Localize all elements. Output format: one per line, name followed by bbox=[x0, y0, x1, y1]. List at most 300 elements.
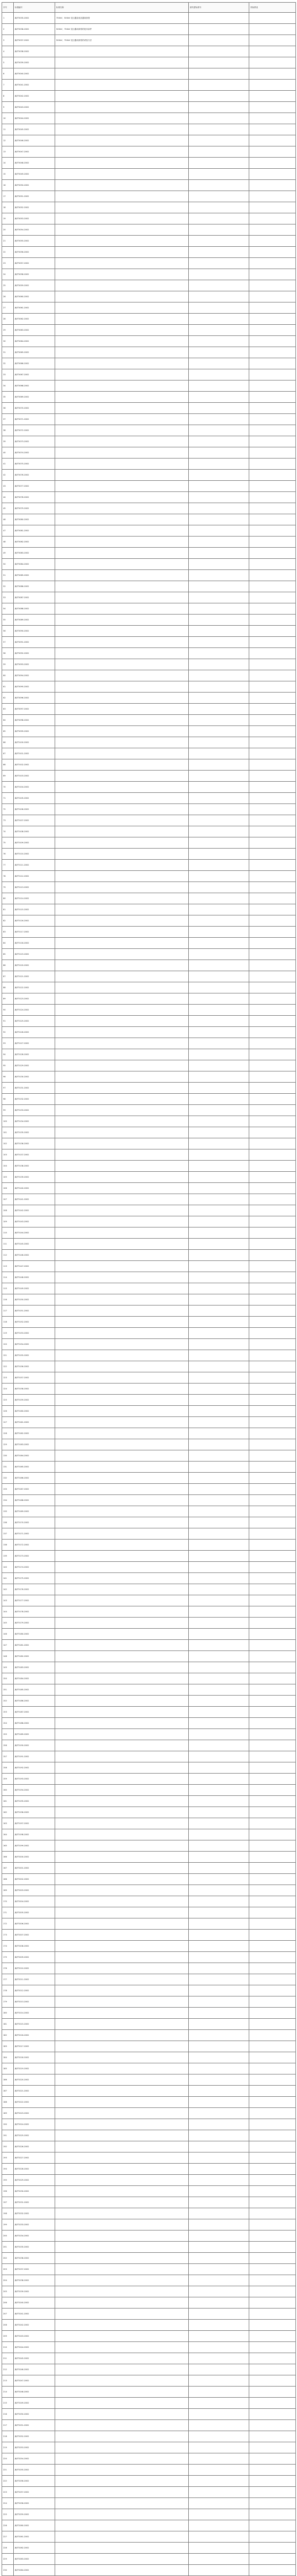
row-standard-name bbox=[55, 180, 189, 191]
row-adoption bbox=[249, 1005, 296, 1016]
row-standard-code: JB/T5256-2002 bbox=[14, 2476, 55, 2487]
table-row bbox=[2, 2509, 296, 2520]
table-row bbox=[2, 2086, 296, 2097]
row-replaced-standard bbox=[189, 1573, 249, 1584]
row-standard-name: 500kV、750kV 变压器用套管的试验方法 bbox=[55, 35, 189, 46]
table-row bbox=[2, 2153, 296, 2164]
table-row bbox=[2, 2063, 296, 2074]
row-adoption bbox=[249, 2119, 296, 2130]
row-replaced-standard bbox=[189, 1161, 249, 1172]
row-standard-code: JB/T5089-2002 bbox=[14, 615, 55, 626]
row-standard-code: JB/T5154-2002 bbox=[14, 1339, 55, 1350]
row-standard-name bbox=[55, 1038, 189, 1049]
row-standard-name bbox=[55, 849, 189, 860]
row-replaced-standard bbox=[189, 2309, 249, 2320]
row-replaced-standard bbox=[189, 849, 249, 860]
row-index: 164 bbox=[2, 1829, 14, 1840]
row-standard-code: JB/T5212-2002 bbox=[14, 1985, 55, 1996]
row-index: 79 bbox=[2, 882, 14, 893]
row-adoption bbox=[249, 960, 296, 971]
row-replaced-standard bbox=[189, 1785, 249, 1796]
row-adoption bbox=[249, 581, 296, 592]
row-replaced-standard bbox=[189, 1406, 249, 1417]
row-standard-name bbox=[55, 57, 189, 68]
row-standard-code: JB/T5187-2002 bbox=[14, 1707, 55, 1718]
row-adoption bbox=[249, 1740, 296, 1751]
row-standard-name bbox=[55, 893, 189, 904]
row-standard-code: JB/T5083-2002 bbox=[14, 548, 55, 559]
table-row bbox=[2, 670, 296, 681]
row-standard-name bbox=[55, 1974, 189, 1985]
row-adoption bbox=[249, 392, 296, 403]
row-index: 47 bbox=[2, 525, 14, 537]
row-adoption bbox=[249, 1138, 296, 1149]
table-row bbox=[2, 436, 296, 447]
row-standard-name bbox=[55, 1517, 189, 1528]
row-adoption bbox=[249, 1127, 296, 1138]
row-standard-code: JB/T5103-2002 bbox=[14, 771, 55, 782]
table-row bbox=[2, 191, 296, 202]
row-index: 166 bbox=[2, 1852, 14, 1863]
table-row bbox=[2, 514, 296, 525]
row-standard-code: JB/T5177-2002 bbox=[14, 1595, 55, 1606]
row-replaced-standard bbox=[189, 1640, 249, 1651]
row-adoption bbox=[249, 681, 296, 693]
row-standard-name bbox=[55, 648, 189, 659]
row-standard-code: JB/T5251-2002 bbox=[14, 2420, 55, 2431]
row-index: 76 bbox=[2, 849, 14, 860]
row-standard-name bbox=[55, 2331, 189, 2342]
row-replaced-standard bbox=[189, 1306, 249, 1317]
row-standard-code: JB/T5213-2002 bbox=[14, 1996, 55, 2008]
table-row bbox=[2, 748, 296, 759]
row-replaced-standard bbox=[189, 1774, 249, 1785]
row-index: 186 bbox=[2, 2074, 14, 2086]
row-index: 185 bbox=[2, 2063, 14, 2074]
row-adoption bbox=[249, 1974, 296, 1985]
row-index: 136 bbox=[2, 1517, 14, 1528]
row-replaced-standard bbox=[189, 80, 249, 91]
row-replaced-standard bbox=[189, 615, 249, 626]
row-replaced-standard bbox=[189, 2008, 249, 2019]
row-replaced-standard bbox=[189, 2097, 249, 2108]
row-replaced-standard bbox=[189, 158, 249, 169]
row-standard-code: JB/T5138-2002 bbox=[14, 1161, 55, 1172]
row-standard-code: JB/T5128-2002 bbox=[14, 1049, 55, 1060]
row-index: 122 bbox=[2, 1361, 14, 1372]
row-adoption bbox=[249, 91, 296, 102]
row-replaced-standard bbox=[189, 1606, 249, 1618]
table-row bbox=[2, 1149, 296, 1161]
row-adoption bbox=[249, 1417, 296, 1428]
row-standard-code: JB/T5047-2002 bbox=[14, 146, 55, 158]
row-adoption bbox=[249, 2141, 296, 2153]
row-replaced-standard bbox=[189, 1584, 249, 1595]
table-row bbox=[2, 392, 296, 403]
table-row bbox=[2, 280, 296, 291]
row-standard-name bbox=[55, 2119, 189, 2130]
table-row bbox=[2, 447, 296, 459]
row-adoption bbox=[249, 1216, 296, 1228]
row-adoption bbox=[249, 1261, 296, 1272]
row-replaced-standard bbox=[189, 1205, 249, 1216]
row-replaced-standard bbox=[189, 1540, 249, 1551]
row-standard-name bbox=[55, 1729, 189, 1740]
row-standard-name bbox=[55, 2275, 189, 2286]
row-standard-code: JB/T5186-2002 bbox=[14, 1696, 55, 1707]
table-row bbox=[2, 503, 296, 514]
row-adoption bbox=[249, 314, 296, 325]
row-replaced-standard bbox=[189, 2130, 249, 2141]
row-adoption bbox=[249, 1350, 296, 1361]
row-index: 105 bbox=[2, 1172, 14, 1183]
table-row bbox=[2, 2531, 296, 2543]
row-index: 115 bbox=[2, 1283, 14, 1294]
row-standard-code: JB/T5168-2002 bbox=[14, 1495, 55, 1506]
row-index: 86 bbox=[2, 960, 14, 971]
row-index: 203 bbox=[2, 2264, 14, 2275]
row-standard-code: JB/T5152-2002 bbox=[14, 1317, 55, 1328]
row-adoption bbox=[249, 1317, 296, 1328]
row-replaced-standard bbox=[189, 2409, 249, 2420]
row-standard-name bbox=[55, 2565, 189, 2576]
row-adoption bbox=[249, 871, 296, 882]
row-standard-code: JB/T5131-2002 bbox=[14, 1083, 55, 1094]
row-adoption bbox=[249, 1963, 296, 1974]
row-adoption bbox=[249, 2420, 296, 2431]
row-standard-name bbox=[55, 2052, 189, 2063]
row-index: 69 bbox=[2, 771, 14, 782]
row-replaced-standard bbox=[189, 715, 249, 726]
row-standard-code: JB/T5192-2002 bbox=[14, 1762, 55, 1774]
row-index: 135 bbox=[2, 1506, 14, 1517]
row-standard-name bbox=[55, 1205, 189, 1216]
table-row bbox=[2, 102, 296, 113]
row-index: 9 bbox=[2, 102, 14, 113]
table-row bbox=[2, 537, 296, 548]
row-adoption bbox=[249, 603, 296, 615]
row-adoption bbox=[249, 1239, 296, 1250]
row-standard-name bbox=[55, 492, 189, 503]
row-replaced-standard bbox=[189, 525, 249, 537]
table-row bbox=[2, 1885, 296, 1896]
row-standard-name bbox=[55, 1228, 189, 1239]
row-index: 45 bbox=[2, 503, 14, 514]
row-standard-code: JB/T5117-2002 bbox=[14, 927, 55, 938]
table-row bbox=[2, 1216, 296, 1228]
row-replaced-standard bbox=[189, 1729, 249, 1740]
row-index: 49 bbox=[2, 548, 14, 559]
row-replaced-standard bbox=[189, 2442, 249, 2453]
table-row bbox=[2, 91, 296, 102]
row-replaced-standard bbox=[189, 1517, 249, 1528]
row-index: 65 bbox=[2, 726, 14, 737]
row-index: 116 bbox=[2, 1294, 14, 1306]
row-standard-name bbox=[55, 1462, 189, 1473]
row-adoption bbox=[249, 425, 296, 436]
row-adoption bbox=[249, 2442, 296, 2453]
row-adoption bbox=[249, 1696, 296, 1707]
row-adoption bbox=[249, 2097, 296, 2108]
row-standard-name bbox=[55, 938, 189, 949]
row-index: 131 bbox=[2, 1462, 14, 1473]
row-index: 148 bbox=[2, 1651, 14, 1662]
row-index: 188 bbox=[2, 2097, 14, 2108]
row-adoption bbox=[249, 1172, 296, 1183]
row-standard-code: JB/T5260-2002 bbox=[14, 2520, 55, 2531]
row-replaced-standard bbox=[189, 1038, 249, 1049]
row-standard-code: JB/T5163-2002 bbox=[14, 1439, 55, 1450]
row-adoption bbox=[249, 2387, 296, 2398]
table-row bbox=[2, 57, 296, 68]
row-standard-name bbox=[55, 2253, 189, 2264]
row-adoption bbox=[249, 1774, 296, 1785]
row-adoption bbox=[249, 1306, 296, 1317]
row-standard-code: JB/T5247-2002 bbox=[14, 2375, 55, 2387]
row-replaced-standard bbox=[189, 1484, 249, 1495]
table-row bbox=[2, 1239, 296, 1250]
row-standard-name bbox=[55, 1450, 189, 1462]
row-replaced-standard bbox=[189, 1807, 249, 1818]
row-standard-name bbox=[55, 548, 189, 559]
row-adoption bbox=[249, 548, 296, 559]
row-index: 63 bbox=[2, 704, 14, 715]
row-adoption bbox=[249, 1439, 296, 1450]
row-adoption bbox=[249, 1718, 296, 1729]
row-replaced-standard bbox=[189, 1740, 249, 1751]
row-standard-code: JB/T5241-2002 bbox=[14, 2309, 55, 2320]
row-replaced-standard bbox=[189, 2086, 249, 2097]
row-replaced-standard bbox=[189, 1829, 249, 1840]
row-standard-code: JB/T5123-2002 bbox=[14, 993, 55, 1005]
row-standard-name bbox=[55, 592, 189, 603]
table-row bbox=[2, 1963, 296, 1974]
row-adoption bbox=[249, 2208, 296, 2219]
table-row bbox=[2, 2286, 296, 2297]
row-replaced-standard bbox=[189, 2063, 249, 2074]
row-standard-name bbox=[55, 726, 189, 737]
row-adoption bbox=[249, 302, 296, 314]
standards-table bbox=[2, 2, 296, 2576]
row-adoption bbox=[249, 2509, 296, 2520]
row-standard-code: JB/T5074-2002 bbox=[14, 447, 55, 459]
row-standard-name bbox=[55, 124, 189, 135]
row-replaced-standard bbox=[189, 2242, 249, 2253]
table-row bbox=[2, 1852, 296, 1863]
row-replaced-standard bbox=[189, 1673, 249, 1684]
row-adoption bbox=[249, 2465, 296, 2476]
row-standard-code: JB/T5243-2002 bbox=[14, 2331, 55, 2342]
row-standard-name bbox=[55, 2465, 189, 2476]
row-standard-name bbox=[55, 1818, 189, 1829]
row-replaced-standard bbox=[189, 603, 249, 615]
row-index: 1 bbox=[2, 13, 14, 24]
row-adoption bbox=[249, 771, 296, 782]
row-standard-name bbox=[55, 1852, 189, 1863]
table-row bbox=[2, 1595, 296, 1606]
row-adoption bbox=[249, 146, 296, 158]
row-standard-code: JB/T5237-2002 bbox=[14, 2264, 55, 2275]
row-replaced-standard bbox=[189, 1094, 249, 1105]
row-adoption bbox=[249, 325, 296, 336]
row-replaced-standard bbox=[189, 637, 249, 648]
table-row bbox=[2, 915, 296, 927]
row-adoption bbox=[249, 2253, 296, 2264]
row-adoption bbox=[249, 1116, 296, 1127]
row-standard-name bbox=[55, 960, 189, 971]
row-adoption bbox=[249, 693, 296, 704]
table-row bbox=[2, 793, 296, 804]
table-row bbox=[2, 2465, 296, 2476]
table-row bbox=[2, 2398, 296, 2409]
row-standard-code: JB/T5176-2002 bbox=[14, 1584, 55, 1595]
row-standard-code: JB/T5091-2002 bbox=[14, 637, 55, 648]
row-standard-name bbox=[55, 113, 189, 124]
row-index: 180 bbox=[2, 2008, 14, 2019]
table-row bbox=[2, 871, 296, 882]
row-standard-code: JB/T5127-2002 bbox=[14, 1038, 55, 1049]
table-row bbox=[2, 2409, 296, 2420]
row-standard-name bbox=[55, 2041, 189, 2052]
table-row bbox=[2, 1138, 296, 1149]
row-index: 27 bbox=[2, 302, 14, 314]
row-adoption bbox=[249, 1395, 296, 1406]
row-index: 114 bbox=[2, 1272, 14, 1283]
row-standard-code: JB/T5139-2002 bbox=[14, 1172, 55, 1183]
table-row bbox=[2, 1573, 296, 1584]
row-index: 145 bbox=[2, 1618, 14, 1629]
row-standard-code: JB/T5115-2002 bbox=[14, 904, 55, 915]
row-index: 178 bbox=[2, 1985, 14, 1996]
row-replaced-standard bbox=[189, 1651, 249, 1662]
row-standard-code: JB/T5072-2002 bbox=[14, 425, 55, 436]
row-adoption bbox=[249, 1283, 296, 1294]
row-replaced-standard bbox=[189, 726, 249, 737]
row-standard-name bbox=[55, 1350, 189, 1361]
row-adoption bbox=[249, 915, 296, 927]
row-index: 68 bbox=[2, 759, 14, 771]
row-standard-code: JB/T5137-2002 bbox=[14, 1149, 55, 1161]
row-replaced-standard bbox=[189, 2543, 249, 2554]
row-index: 133 bbox=[2, 1484, 14, 1495]
row-replaced-standard bbox=[189, 1506, 249, 1517]
row-standard-code: JB/T5129-2002 bbox=[14, 1060, 55, 1071]
row-index: 70 bbox=[2, 782, 14, 793]
row-replaced-standard bbox=[189, 1272, 249, 1283]
row-standard-code: JB/T5223-2002 bbox=[14, 2108, 55, 2119]
table-row bbox=[2, 2387, 296, 2398]
row-replaced-standard bbox=[189, 759, 249, 771]
table-row bbox=[2, 882, 296, 893]
table-row bbox=[2, 1027, 296, 1038]
row-standard-code: JB/T5151-2002 bbox=[14, 1306, 55, 1317]
table-row bbox=[2, 302, 296, 314]
table-row bbox=[2, 648, 296, 659]
row-adoption bbox=[249, 2286, 296, 2297]
row-adoption bbox=[249, 882, 296, 893]
row-adoption bbox=[249, 1462, 296, 1473]
row-replaced-standard bbox=[189, 1417, 249, 1428]
row-adoption bbox=[249, 971, 296, 982]
row-standard-code: JB/T5042-2002 bbox=[14, 91, 55, 102]
table-row bbox=[2, 581, 296, 592]
row-index: 140 bbox=[2, 1562, 14, 1573]
row-replaced-standard bbox=[189, 1618, 249, 1629]
row-adoption bbox=[249, 637, 296, 648]
row-adoption bbox=[249, 269, 296, 280]
row-standard-name bbox=[55, 1406, 189, 1417]
row-replaced-standard bbox=[189, 447, 249, 459]
table-row bbox=[2, 1439, 296, 1450]
row-adoption bbox=[249, 124, 296, 135]
row-replaced-standard bbox=[189, 436, 249, 447]
row-standard-code: JB/T5084-2002 bbox=[14, 559, 55, 570]
row-index: 167 bbox=[2, 1863, 14, 1874]
row-replaced-standard bbox=[189, 57, 249, 68]
row-replaced-standard bbox=[189, 2030, 249, 2041]
table-row bbox=[2, 358, 296, 369]
row-index: 99 bbox=[2, 1105, 14, 1116]
table-row bbox=[2, 1417, 296, 1428]
row-index: 150 bbox=[2, 1673, 14, 1684]
row-standard-name bbox=[55, 837, 189, 849]
row-standard-name bbox=[55, 336, 189, 347]
row-adoption bbox=[249, 213, 296, 224]
row-adoption bbox=[249, 247, 296, 258]
row-replaced-standard bbox=[189, 960, 249, 971]
row-replaced-standard bbox=[189, 2387, 249, 2398]
table-row bbox=[2, 804, 296, 815]
row-adoption bbox=[249, 347, 296, 358]
table-row bbox=[2, 46, 296, 57]
row-adoption bbox=[249, 1105, 296, 1116]
table-row bbox=[2, 2130, 296, 2141]
row-replaced-standard bbox=[189, 425, 249, 436]
row-index: 98 bbox=[2, 1094, 14, 1105]
row-replaced-standard bbox=[189, 737, 249, 748]
row-adoption bbox=[249, 592, 296, 603]
row-adoption bbox=[249, 291, 296, 302]
table-row bbox=[2, 1172, 296, 1183]
row-index: 17 bbox=[2, 191, 14, 202]
table-row bbox=[2, 693, 296, 704]
row-index: 39 bbox=[2, 436, 14, 447]
row-replaced-standard bbox=[189, 91, 249, 102]
row-index: 102 bbox=[2, 1138, 14, 1149]
row-standard-code: JB/T5166-2002 bbox=[14, 1473, 55, 1484]
row-replaced-standard bbox=[189, 2219, 249, 2231]
row-adoption bbox=[249, 570, 296, 581]
row-index: 66 bbox=[2, 737, 14, 748]
table-row bbox=[2, 1272, 296, 1283]
row-standard-name bbox=[55, 91, 189, 102]
row-standard-code: JB/T5225-2002 bbox=[14, 2130, 55, 2141]
row-standard-code: JB/T5122-2002 bbox=[14, 982, 55, 993]
row-replaced-standard bbox=[189, 2520, 249, 2531]
row-adoption bbox=[249, 1606, 296, 1618]
row-adoption bbox=[249, 1941, 296, 1952]
table-row bbox=[2, 124, 296, 135]
row-standard-code: JB/T5065-2002 bbox=[14, 347, 55, 358]
row-standard-name bbox=[55, 1941, 189, 1952]
row-standard-name bbox=[55, 269, 189, 280]
row-index: 151 bbox=[2, 1684, 14, 1696]
row-index: 173 bbox=[2, 1930, 14, 1941]
row-standard-name bbox=[55, 369, 189, 381]
row-replaced-standard bbox=[189, 392, 249, 403]
row-adoption bbox=[249, 1584, 296, 1595]
row-adoption bbox=[249, 2498, 296, 2509]
